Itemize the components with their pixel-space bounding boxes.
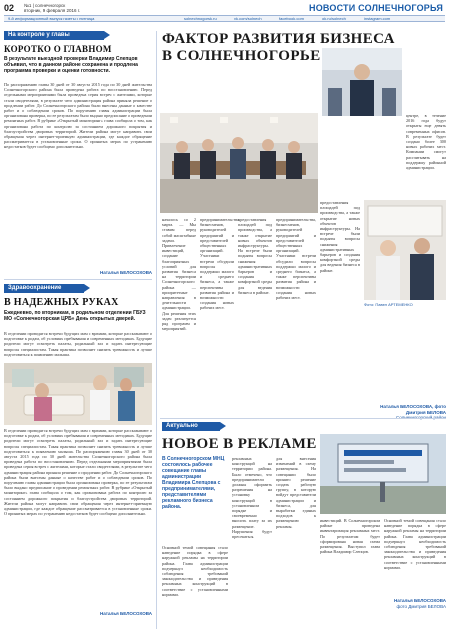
publication-info — [24, 3, 84, 13]
column-divider — [156, 31, 157, 629]
main-top-col3: предоставления площадей под производства, а также открытие новых объектов инфраструктуры. На встрече были подняты вопросы снижения административных барьеров и создания комфортной среды для ведения бизнеса в районе. — [238, 217, 273, 295]
main-bottom-col3: для внесения изменений в схему размещения. На совещании было принято решение создать рабочую группу, в которую войдут представители администрации и бизнеса, для выработки единых подходов к размещению рекламы. — [276, 456, 316, 529]
divider — [4, 279, 152, 280]
presenter-image — [322, 48, 402, 116]
left-middle-body-continued — [4, 428, 152, 608]
maternity-photo-image — [4, 363, 152, 425]
left-top-headline: КОРОТКО О ГЛАВНОМ — [4, 44, 112, 54]
strip-item-2[interactable]: vk.com/solnech — [234, 16, 262, 21]
main-bottom-col2: рекламных конструкций на территории района. Было отмечено, что предприниматели должны оформить разрешения на установку конструкций в установленном порядке и своевременно вносить плату за их размещение. Нарушения будут пресекаться. — [232, 456, 272, 540]
main-top-col4: центре, в течение 2016 года будут открыты еще девять современных офисов. В результате будет создано более 300 новых рабочих мест. Компании смогут рассчитывать на поддержку районной администрации. — [406, 113, 446, 171]
page-header — [4, 3, 445, 25]
section-title: НОВОСТИ СОЛНЕЧНОГОРЬЯ — [309, 3, 443, 13]
main-bottom-signature-sub: фото Дмитрия БЕЛОВА — [396, 603, 446, 609]
rubric-health: Здравоохранение — [4, 284, 84, 293]
business-meeting-image — [160, 113, 318, 213]
speakers-caption: Фото: Павел АРТЕМЕНКО — [364, 302, 413, 307]
main-bottom-lead: В Солнечногорском МНЦ состоялось рабочее совещание главы администрации Владимира Слепцова с предпринимателями, представителями рекламного бизнеса района. — [162, 456, 225, 510]
left-middle-body-repeat: В отделении проводятся встречи будущих мам с врачами, которые рассказывают о подготовке к родам, об условиях пребывания и современных методиках. Будущие родители могут осмотреть палаты, родильный зал и задать интересующие вопросы специалистам. Такая практика позволяет снизить тревожность и лучше подготовиться к появлению малыша. — [4, 428, 152, 454]
strip-item-1[interactable]: solnechnogorsk.ru — [184, 16, 217, 21]
speakers-image — [364, 200, 446, 300]
strip-item-5[interactable]: instagram.com — [364, 16, 391, 21]
publication-line-1: №1 | солнечногорск — [24, 3, 66, 8]
rubric-actual: Актуально — [162, 422, 220, 431]
main-top-headline-line2: В СОЛНЕЧНОГОРЬЕ — [162, 48, 321, 64]
main-bottom-signature — [384, 598, 446, 609]
left-middle-headline: В НАДЕЖНЫХ РУКАХ — [4, 297, 119, 308]
left-middle-body: В отделении проводятся встречи будущих мам с врачами, которые рассказывают о подготовке к родам, об условиях пребывания и современных методиках. Будущие родители могут осмотреть палаты, родильный зал и задать интересующие вопросы специалистам. Такая практика позволяет снизить тревожность и лучше подготовиться к появлению малыша. — [4, 331, 152, 357]
main-top-col2-repeat: предпринимательства, бизнесменов, руководителей предприятий и представителей общественных организаций. Участники встречи обсудили вопросы поддержки малого и среднего бизнеса, а также перспективы развития района и возможности создания новых рабочих мест. — [276, 217, 316, 301]
main-bottom-col4-repeat: Основной темой совещания стало наведение порядка в сфере наружной рекламы на территории района. Глава администрации подчеркнул необходимость соблюдения требований законодательства и приведения рекламных конструкций в соответствие с установленными нормами. — [384, 518, 446, 570]
main-bottom-signature-name: Наталья БЕЛОСОХОВА — [394, 598, 446, 603]
main-top-signature-name: Наталья БЕЛОСОХОВА, фото Дмитрия БЕЛОВА — [380, 404, 446, 415]
main-bottom-headline: НОВОЕ В РЕКЛАМЕ — [162, 436, 317, 452]
main-top-headline-line1: ФАКТОР РАЗВИТИЯ БИЗНЕСА — [162, 31, 395, 47]
left-top-signature: Наталья БЕЛОСОХОВА — [100, 270, 152, 275]
presenter-photo — [322, 48, 402, 116]
main-top-col3-repeat: предоставления площадей под производства, а также открытие новых объектов инфраструктуры. На встрече были подняты вопросы снижения административных барьеров и создания комфортной среды для ведения бизнеса в районе. — [320, 200, 360, 273]
business-meeting-photo — [160, 113, 318, 213]
main-top-col1: началось со 2 марта. — Мы ставим перед собой масштабные задачи. Привлечение инвестиций, создание благоприятных условий для развития бизнеса на территории Солнечногорского района — приоритетные направления в деятельности администрации. Для решения этих задач реализуется ряд программ и мероприятий. — [162, 217, 196, 332]
page-number: 02 — [4, 3, 15, 13]
maternity-photo — [4, 363, 152, 425]
publication-line-2: вторник, 9 февраля 2016 г. — [24, 8, 81, 13]
left-top-lead: В результате выездной проверки Владимир Слепцов объявил, что в данном районе сохранена и продлена программа проверки и оценки готовности. — [4, 56, 138, 74]
left-middle-lead: Ежедневно, по вторникам, в родильном отделении ГБУЗ МО «Солнечногорская ЦРБ» День открытых дверей. — [4, 310, 146, 322]
strip-left-text: 9-й информационный выпуск газеты • пятница — [8, 16, 95, 21]
left-middle-signature: Наталья БЕЛОСОХОВА — [100, 611, 152, 616]
strip-item-4[interactable]: ok.ru/solnech — [322, 16, 346, 21]
main-bottom-col4: инвестиций. В Солнечногорском районе проведена инвентаризация рекламных мест. По результатам будет сформирована новая схема размещения. Выступил глава района Владимир Слепцов. — [320, 518, 380, 555]
billboard-photo — [320, 434, 446, 514]
main-top-col2: предпринимательства, бизнесменов, руководителей предприятий и представителей общественных организаций. Участники встречи обсудили вопросы поддержки малого и среднего бизнеса, а также перспективы развития района и возможности создания новых рабочих мест. — [200, 217, 240, 311]
divider-main — [160, 418, 446, 419]
strip-item-3[interactable]: facebook.com — [279, 16, 304, 21]
main-bottom-col1: Основной темой совещания стало наведение порядка в сфере наружной рекламы на территории района. Глава администрации подчеркнул необходимость соблюдения требований законодательства и приведения рекламных конструкций в соответствие с установленными нормами. — [162, 545, 228, 597]
speakers-photo — [364, 200, 446, 300]
header-strip — [4, 15, 445, 22]
left-top-body-repeat: По распоряжению главы 30 дней от 30 августа 2015 года по 30 дней жительства Солнечногорского района была проведена работа по восстановлению. Перед отдельными мероприятиями была проведена серия встреч с жителями, которые стали свидетелями, в результате чего администрация района приняла решение о продлении работ. До Солнечногорского района были внесены данные о качестве работ и о соблюдении сроков. По поручению главы администрации была организована проверка, по ее результатам было выдано предписание о проведении ремонтных работ. В рубрике «Открытый мониторинг» глава сообщила о том, как организована работа по контролю за состоянием дорожного покрытия и благоустройства дворовых территорий. Жители района могут направить свои обращения через интернет-приемную администрации, где каждое обращение рассматривается в установленные сроки. О принятых мерах по устранению недостатков будет сообщено дополнительно. — [4, 448, 153, 517]
billboard-image — [320, 434, 446, 514]
left-top-body: По распоряжению главы 30 дней от 30 августа 2015 года по 30 дней жительства Солнечногорского района была проведена работа по восстановлению. Перед отдельными мероприятиями была проведена серия встреч с жителями, которые стали свидетелями, в результате чего администрация района приняла решение о продлении работ. До Солнечногорского района были внесены данные о качестве работ и о соблюдении сроков. По поручению главы администрации была организована проверка, по ее результатам было выдано предписание о проведении ремонтных работ. В рубрике «Открытый мониторинг» глава сообщила о том, как организована работа по контролю за состоянием дорожного покрытия и благоустройства дворовых территорий. Жители района могут направить свои обращения через интернет-приемную администрации, где каждое обращение рассматривается в установленные сроки. О принятых мерах по устранению недостатков будет сообщено дополнительно. — [4, 82, 152, 150]
rubric-control: На контроле у главы — [4, 31, 104, 40]
